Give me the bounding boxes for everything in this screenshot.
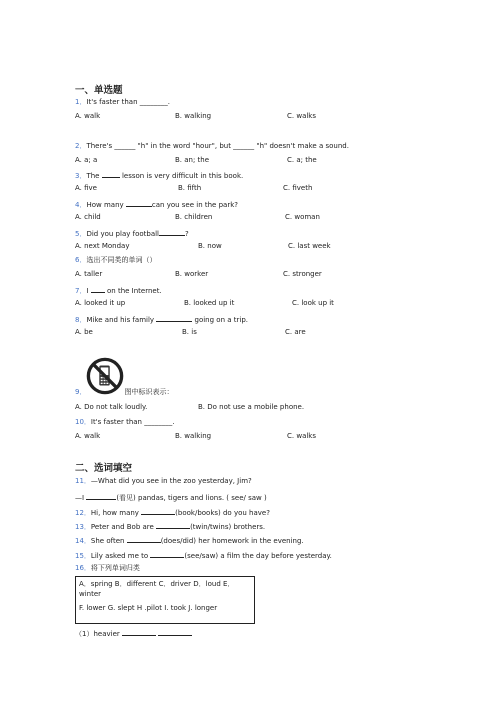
answer-blank-2	[158, 628, 192, 636]
answer-blank	[102, 170, 120, 178]
option-b: B. looked up it	[184, 299, 235, 307]
answer-blank	[156, 521, 190, 529]
question-stem-start: Mike and his family	[86, 316, 155, 324]
answer-blank	[159, 228, 185, 236]
option-b: B. worker	[175, 270, 209, 278]
option-c: C. walks	[287, 432, 316, 440]
option-c: C. fiveth	[283, 184, 313, 192]
option-b: B. an; the	[175, 156, 210, 164]
question-number: 16．	[75, 564, 91, 572]
question-number: 7．	[75, 287, 87, 295]
option-c: C. stronger	[283, 270, 322, 278]
option-a: A. be	[75, 328, 93, 336]
option-a: A. a; a	[75, 156, 98, 164]
question-number: 8．	[75, 316, 87, 324]
question-number: 15．	[75, 552, 91, 560]
option-a: A. walk	[75, 432, 101, 440]
question-stem-end: (twin/twins) brothers.	[190, 523, 266, 531]
question-stem-start: Peter and Bob are	[90, 523, 154, 531]
question-line-2-start: —I	[75, 494, 85, 502]
question-stem: 图中标识表示：	[124, 388, 174, 396]
question-stem-start: Hi, how many	[90, 509, 139, 517]
question-number: 11．	[75, 477, 91, 485]
question-number: 6．	[75, 256, 87, 264]
answer-blank	[86, 492, 116, 500]
option-a: A. taller	[75, 270, 103, 278]
option-c: C. walks	[287, 112, 316, 120]
question-stem-start: Lily asked me to	[90, 552, 149, 560]
option-a: A. five	[75, 184, 97, 192]
option-b: B. is	[182, 328, 197, 336]
option-c: C. woman	[285, 213, 320, 221]
question-16	[75, 564, 140, 573]
word-bank-line-2: winter	[79, 590, 102, 598]
question-6	[75, 256, 156, 265]
question-9	[75, 388, 173, 397]
question-11-line-2	[75, 492, 267, 503]
question-stem-end: can you see in the park?	[151, 201, 238, 209]
answer-blank	[156, 314, 192, 322]
question-number: 5．	[75, 230, 87, 238]
question-number: 2．	[75, 142, 87, 150]
sub-question-label: （1）heavier	[75, 630, 120, 638]
question-number: 3．	[75, 172, 87, 180]
question-line-2-end: (看见) pandas, tigers and lions. ( see/ saw )	[116, 494, 267, 502]
word-bank-line-1: A．spring B．different C．driver D．loud E．	[79, 580, 235, 588]
question-12	[75, 507, 270, 518]
option-a: A. Do not talk loudly.	[75, 403, 148, 411]
question-stem: It's faster than ________.	[90, 418, 175, 426]
answer-blank	[126, 199, 152, 207]
option-b: B. walking	[175, 112, 212, 120]
question-line-1: —What did you see in the zoo yesterday, Jim?	[90, 477, 252, 485]
question-number: 9．	[75, 388, 87, 396]
option-a: A. walk	[75, 112, 101, 120]
question-stem-start: The	[86, 172, 100, 180]
question-8	[75, 314, 248, 325]
question-stem-end: ?	[185, 230, 189, 238]
question-stem-end: (see/saw) a film the day before yesterday.	[184, 552, 332, 560]
question-7	[75, 285, 162, 296]
option-c: C. are	[285, 328, 306, 336]
question-stem: It's faster than ________.	[86, 98, 170, 106]
question-stem-end: on the Internet.	[107, 287, 162, 295]
answer-blank	[150, 550, 184, 558]
option-b: B. now	[198, 242, 222, 250]
question-10	[75, 418, 174, 427]
question-1	[75, 98, 170, 107]
option-b: B. children	[175, 213, 213, 221]
question-stem-start: Did you play football	[86, 230, 160, 238]
option-c: C. look up it	[292, 299, 334, 307]
option-a: A. child	[75, 213, 101, 221]
option-a: A. looked it up	[75, 299, 126, 307]
question-13	[75, 521, 265, 532]
answer-blank	[91, 285, 105, 293]
sub-question-1	[75, 628, 192, 639]
question-number: 13．	[75, 523, 91, 531]
question-number: 14．	[75, 537, 91, 545]
word-bank-line-3: F. lower G. slept H .pilot I. took J. longer	[79, 604, 218, 612]
question-stem-end: (does/did) her homework in the evening.	[160, 537, 304, 545]
question-15	[75, 550, 332, 561]
question-number: 10．	[75, 418, 91, 426]
question-stem-end: going on a trip.	[194, 316, 248, 324]
answer-blank	[127, 535, 161, 543]
question-stem-start: How many	[86, 201, 124, 209]
question-14	[75, 535, 304, 546]
option-c: C. last week	[288, 242, 331, 250]
question-stem: There's ______ "h" in the word "hour", but ______ "h" doesn't make a sound.	[86, 142, 349, 150]
question-stem-end: (book/books) do you have?	[175, 509, 270, 517]
question-4	[75, 199, 238, 210]
question-stem: 将下列单词归类	[90, 564, 140, 572]
question-2	[75, 142, 349, 151]
option-c: C. a; the	[287, 156, 317, 164]
question-number: 1．	[75, 98, 87, 106]
question-stem: 选出不同类的单词（）	[86, 256, 157, 264]
option-b: B. Do not use a mobile phone.	[198, 403, 305, 411]
option-b: B. fifth	[178, 184, 202, 192]
word-bank-box	[75, 576, 255, 624]
question-number: 4．	[75, 201, 87, 209]
question-stem-start: I	[86, 287, 89, 295]
question-5	[75, 228, 189, 239]
question-stem-end: lesson is very difficult in this book.	[121, 172, 244, 180]
section-heading-2: 二、选词填空	[75, 463, 133, 474]
option-a: A. next Monday	[75, 242, 130, 250]
answer-blank-1	[122, 628, 156, 636]
section-heading-1: 一、单选题	[75, 85, 123, 96]
option-b: B. walking	[175, 432, 212, 440]
question-11	[75, 477, 252, 486]
question-number: 12．	[75, 509, 91, 517]
question-stem-start: She often	[90, 537, 125, 545]
answer-blank	[141, 507, 175, 515]
question-3	[75, 170, 243, 181]
